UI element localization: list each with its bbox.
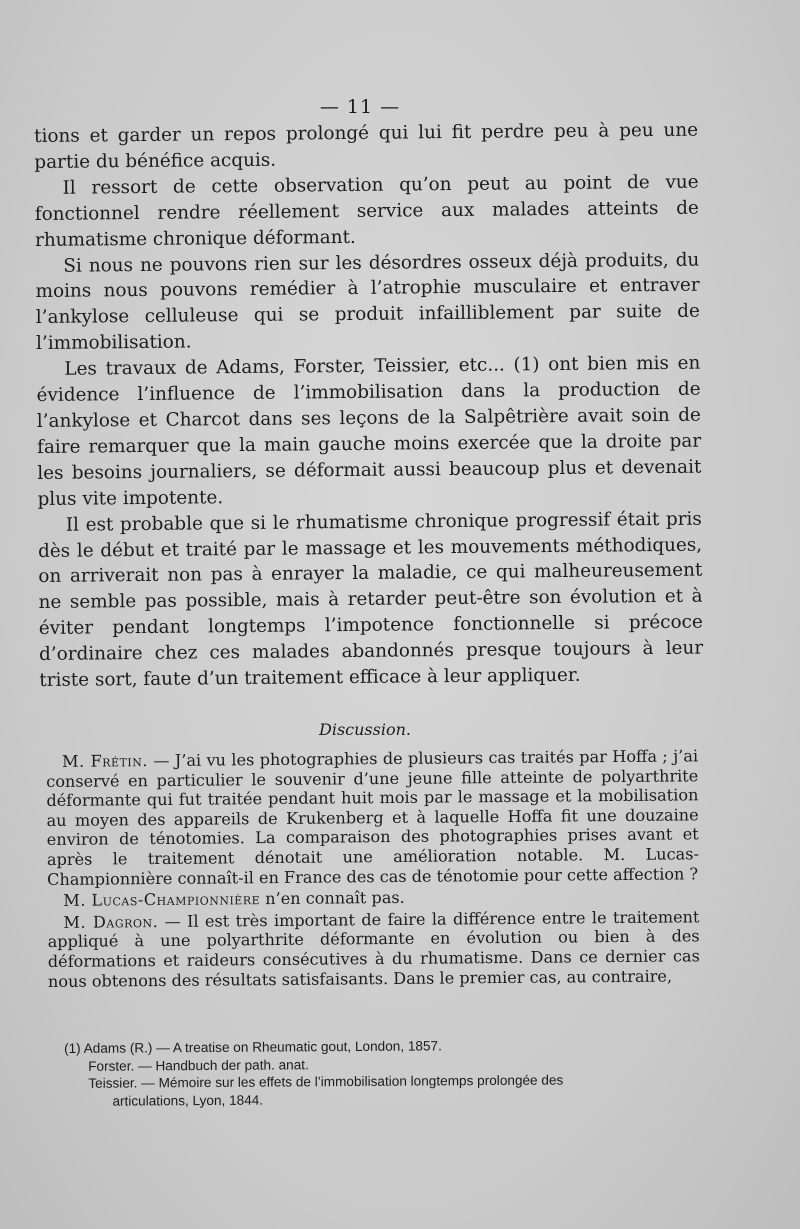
- footnotes: [64, 1036, 704, 1111]
- speaker-name: M. Dagron.: [63, 911, 159, 932]
- speaker-remarks: — J’ai vu les photographies de plusieurs cas traités par Hoffa ; j’ai conservé en particulier le souvenir d’une jeune fille atteinte de polyarthrite déformante qui fut traitée pendant huit mois par le massage et la mobilisation au moyen des appareils de Krukenberg et à laquelle Hoffa fit une douzaine environ de ténotomies. La comparaison des photographies prises avant et après le traitement dénotait une amélioration notable. M. Lucas-Championnière connaît-il en France des cas de ténotomie pour cette affection ?: [46, 746, 699, 889]
- discussion-entry: [46, 746, 699, 889]
- footnote: Teissier. — Mémoire sur les effets de l’immobilisation longtemps prolongée des: [88, 1072, 564, 1092]
- speaker-name: M. Lucas-Championnière: [63, 889, 261, 911]
- paragraph: tions et garder un repos prolongé qui lui fit perdre peu à peu une partie du bénéfice acquis.: [34, 119, 699, 173]
- paragraph: Les travaux de Adams, Forster, Teissier, etc... (1) ont bien mis en évidence l’influence de l’immobilisation dans la production de l’ankylose et Charcot dans ses leçons de la Salpêtrière avait soin de faire remarquer que la main gauche moins exercée que la droite par les besoins journaliers, se déformait aussi beaucoup plus et devenait plus vite impotente.: [36, 352, 702, 510]
- discussion-section: [46, 746, 700, 993]
- speaker-remarks: n’en connaît pas.: [260, 888, 405, 909]
- footnote: Forster. — Handbuch der path. anat.: [88, 1056, 309, 1074]
- footnote: (1) Adams (R.) — A treatise on Rheumatic gout, London, 1857.: [64, 1038, 442, 1056]
- page-number: — 11 —: [319, 96, 401, 118]
- paragraph: Si nous ne pouvons rien sur les désordres osseux déjà produits, du moins nous pouvons remédier à l’atrophie musculaire et entraver l’ankylose celluleuse qui se produit infailliblement par suite de l’immobilisation.: [35, 249, 700, 355]
- footnote: articulations, Lyon, 1844.: [112, 1092, 264, 1109]
- discussion-entry: [47, 907, 700, 991]
- main-text: [34, 118, 703, 694]
- discussion-heading: Discussion.: [319, 720, 411, 739]
- paragraph: Il ressort de cette observation qu’on peut au point de vue fonctionnel rendre réellement service aux malades atteints de rhumatisme chronique déformant.: [34, 171, 699, 251]
- paragraph: Il est probable que si le rhumatisme chronique progressif était pris dès le début et traité par le massage et les mouvements méthodiques, on arriverait non pas à enrayer la maladie, ce qui malheureusement ne semble pas possible, mais à retarder peut-être son évolution et à éviter pendant longtemps l’impotence fonctionnelle si précoce d’ordinaire chez ces malades abandonnés presque toujours à leur triste sort, faute d’un traitement efficace à leur appliquer.: [37, 508, 704, 692]
- speaker-name: M. Frétin.: [61, 751, 149, 771]
- speaker-remarks: — Il est très important de faire la différence entre le traitement appliqué à une polyarthrite déformante en évolution ou bien à des déformations et raideurs consécutives à du rhumatisme. Dans ce dernier cas nous obtenons des résultats satisfaisants. Dans le premier cas, au contraire,: [47, 907, 700, 991]
